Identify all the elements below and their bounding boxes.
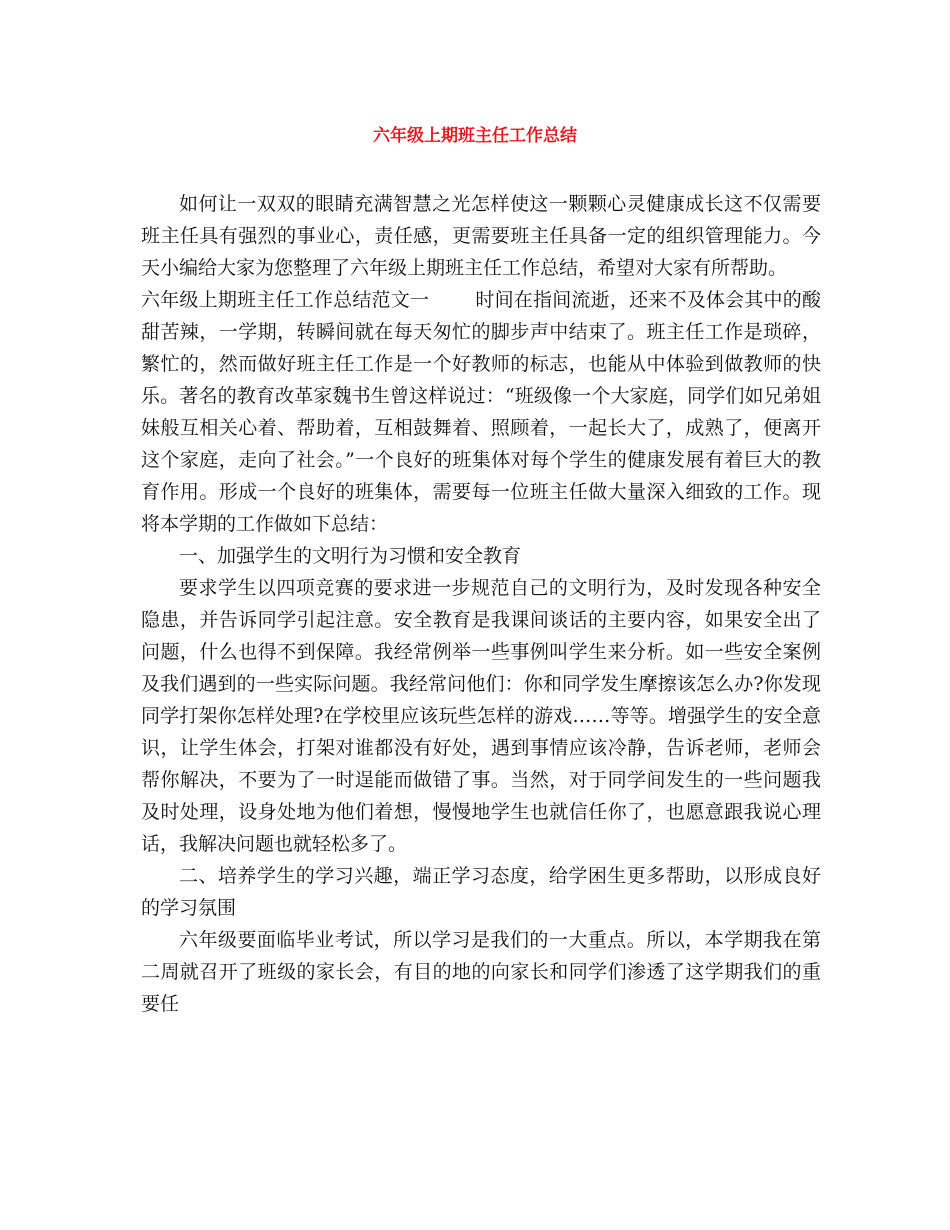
sample-heading: 六年级上期班主任工作总结范文一 <box>141 289 430 311</box>
document-title: 六年级上期班主任工作总结 <box>373 126 577 146</box>
section2-paragraph: 六年级要面临毕业考试，所以学习是我们的一大重点。所以，本学期我在第二周就召开了班级的家长会，有目的地的向家长和同学们渗透了这学期我们的重要任 <box>141 929 821 1015</box>
document-body <box>141 188 821 1020</box>
intro-paragraph: 如何让一双双的眼睛充满智慧之光怎样使这一颗颗心灵健康成长这不仅需要班主任具有强烈的事业心，责任感，更需要班主任具备一定的组织管理能力。今天小编给大家为您整理了六年级上期班主任工作总结，希望对大家有所帮助。 <box>141 193 821 279</box>
section2-heading: 二、培养学生的学习兴趣，端正学习态度，给学困生更多帮助，以形成良好的学习氛围 <box>141 865 821 919</box>
sample-body-text: 时间在指间流逝，还来不及体会其中的酸甜苦辣，一学期，转瞬间就在每天匆忙的脚步声中结束了。班主任工作是琐碎，繁忙的，然而做好班主任工作是一个好教师的标志，也能从中体验到做教师的快乐。著名的教育改革家魏书生曾这样说过：“班级像一个大家庭，同学们如兄弟姐妹般互相关心着、帮助着，互相鼓舞着、照顾着，一起长大了，成熟了，便离开这个家庭，走向了社会。”一个良好的班集体对每个学生的健康发展有着巨大的教育作用。形成一个良好的班集体，需要每一位班主任做大量深入细致的工作。现将本学期的工作做如下总结： <box>141 289 821 535</box>
sample-paragraph <box>141 284 821 540</box>
section1-paragraph: 要求学生以四项竞赛的要求进一步规范自己的文明行为，及时发现各种安全隐患，并告诉同学引起注意。安全教育是我课间谈话的主要内容，如果安全出了问题，什么也得不到保障。我经常例举一些事例叫学生来分析。如一些安全案例及我们遇到的一些实际问题。我经常问他们：你和同学发生摩擦该怎么办?你发现同学打架你怎样处理?在学校里应该玩些怎样的游戏……等等。增强学生的安全意识，让学生体会，打架对谁都没有好处，遇到事情应该冷静，告诉老师，老师会帮你解决，不要为了一时逞能而做错了事。当然，对于同学间发生的一些问题我及时处理，设身处地为他们着想，慢慢地学生也就信任你了，也愿意跟我说心理话，我解决问题也就轻松多了。 <box>141 577 821 855</box>
section1-heading: 一、加强学生的文明行为习惯和安全教育 <box>179 545 522 567</box>
